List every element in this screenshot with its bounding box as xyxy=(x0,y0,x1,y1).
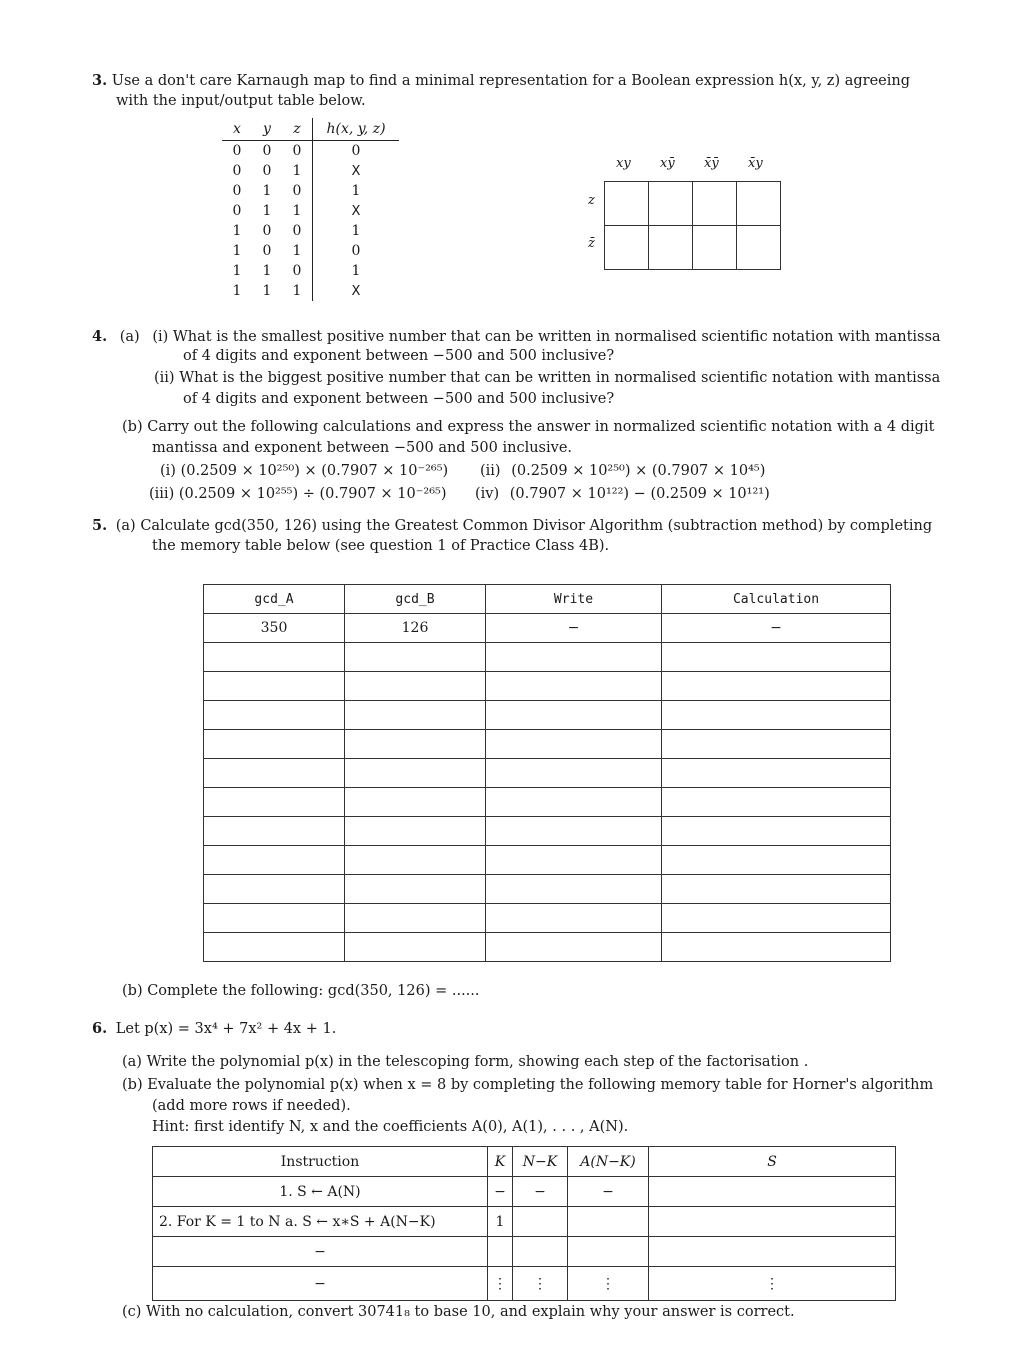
table-row xyxy=(222,261,399,281)
table-row xyxy=(204,933,891,962)
q4-aii-line2: of 4 digits and exponent between −500 and 500 inclusive? xyxy=(183,391,615,407)
gcd-cell[interactable] xyxy=(662,672,891,701)
q6-b-line2: (add more rows if needed). xyxy=(152,1098,351,1114)
horner-cell[interactable] xyxy=(513,1207,568,1237)
kmap-cell[interactable] xyxy=(693,226,737,270)
table-row xyxy=(204,672,891,701)
gcd-cell: 126 xyxy=(345,614,486,643)
gcd-cell[interactable] xyxy=(486,643,662,672)
q5-b-line: (b) Complete the following: gcd(350, 126) = ...... xyxy=(122,983,480,999)
kmap-cell[interactable] xyxy=(737,226,781,270)
gcd-cell[interactable] xyxy=(204,788,345,817)
truth-table-cell: 0 xyxy=(262,163,272,179)
horner-header-nk: N−K xyxy=(513,1147,568,1177)
horner-cell[interactable] xyxy=(513,1237,568,1267)
gcd-cell[interactable] xyxy=(345,701,486,730)
calc-ii-expr: (0.2509 × 10²⁵⁰) × (0.7907 × 10⁴⁵) xyxy=(511,463,766,479)
table-row xyxy=(222,201,399,221)
horner-header-instruction: Instruction xyxy=(153,1147,488,1177)
table-row xyxy=(204,614,891,643)
kmap-row-zbar: z̄ xyxy=(588,236,595,251)
horner-cell: − xyxy=(153,1237,488,1267)
kmap-cell[interactable] xyxy=(649,226,693,270)
horner-cell: − xyxy=(513,1177,568,1207)
tt-header-h: h(x, y, z) xyxy=(313,118,400,141)
gcd-cell[interactable] xyxy=(662,817,891,846)
tt-header-z: z xyxy=(282,118,313,141)
table-row xyxy=(222,221,399,241)
gcd-cell[interactable] xyxy=(204,643,345,672)
gcd-cell[interactable] xyxy=(345,904,486,933)
q3-text-line1: Use a don't care Karnaugh map to find a minimal representation for a Boolean expression h(x, y, z) agreeing xyxy=(111,73,910,89)
horner-cell: ⋮ xyxy=(568,1267,649,1301)
truth-table-cell: 1 xyxy=(262,183,272,199)
table-row xyxy=(153,1237,896,1267)
gcd-cell[interactable] xyxy=(662,701,891,730)
truth-table-cell: X xyxy=(313,161,400,181)
horner-cell: 1 xyxy=(488,1207,513,1237)
horner-cell[interactable] xyxy=(649,1207,896,1237)
kmap-cell[interactable] xyxy=(605,226,649,270)
kmap-col-xbary: x̄y xyxy=(748,156,763,171)
gcd-cell[interactable] xyxy=(662,643,891,672)
table-row xyxy=(204,846,891,875)
q6-b-hint: Hint: first identify N, x and the coefficients A(0), A(1), . . . , A(N). xyxy=(152,1119,629,1135)
truth-table-cell: 1 xyxy=(313,221,400,241)
horner-cell: 2. For K = 1 to N a. S ← x∗S + A(N−K) xyxy=(153,1207,488,1237)
truth-table-cell: 0 xyxy=(232,183,242,199)
kmap-cell[interactable] xyxy=(693,182,737,226)
truth-table-cell: 0 xyxy=(262,143,272,159)
q4-ai-label: (i) xyxy=(152,329,169,345)
q4-aii-line1-wrap xyxy=(154,370,940,386)
q3-line1 xyxy=(92,72,910,89)
horner-cell[interactable] xyxy=(649,1237,896,1267)
gcd-cell[interactable] xyxy=(204,846,345,875)
truth-table-cell: 0 xyxy=(232,163,242,179)
gcd-cell[interactable] xyxy=(345,933,486,962)
q4-aii-line1: What is the biggest positive number that can be written in normalised scientific notation with mantissa xyxy=(179,370,941,386)
gcd-cell[interactable] xyxy=(345,759,486,788)
q4-aii-label: (ii) xyxy=(154,370,175,386)
q6-a-line: (a) Write the polynomial p(x) in the telescoping form, showing each step of the factorisation . xyxy=(122,1054,809,1070)
horner-cell: − xyxy=(153,1267,488,1301)
q4-b-line1-wrap xyxy=(122,419,934,435)
horner-cell: 1. S ← A(N) xyxy=(153,1177,488,1207)
gcd-cell[interactable] xyxy=(486,875,662,904)
horner-header-s: S xyxy=(649,1147,896,1177)
q5-line1 xyxy=(92,517,932,534)
gcd-cell[interactable] xyxy=(486,759,662,788)
q4-calc-iv xyxy=(475,486,770,502)
truth-table-cell: 0 xyxy=(313,241,400,261)
gcd-cell: 350 xyxy=(204,614,345,643)
q4-line1 xyxy=(92,328,941,345)
gcd-cell[interactable] xyxy=(204,875,345,904)
truth-table-cell: 0 xyxy=(313,141,400,162)
table-row xyxy=(222,141,399,162)
gcd-cell[interactable] xyxy=(662,846,891,875)
q4-a-label: (a) xyxy=(119,329,140,345)
q4-b-line2: mantissa and exponent between −500 and 500 inclusive. xyxy=(152,440,573,456)
truth-table-cell: 1 xyxy=(313,261,400,281)
gcd-cell[interactable] xyxy=(345,672,486,701)
gcd-cell[interactable] xyxy=(486,701,662,730)
kmap-col-xybar: xȳ xyxy=(660,156,675,171)
table-row xyxy=(204,701,891,730)
truth-table-cell: 1 xyxy=(232,243,242,259)
q4-b-label: (b) xyxy=(122,419,143,435)
table-row xyxy=(204,817,891,846)
calc-iv-label: (iv) xyxy=(475,486,500,502)
gcd-cell[interactable] xyxy=(486,730,662,759)
q4-ai-line1: What is the smallest positive number that can be written in normalised scientific notation with mantissa xyxy=(172,329,941,345)
q4-calc-iii xyxy=(149,486,446,502)
gcd-cell[interactable] xyxy=(486,817,662,846)
gcd-cell[interactable] xyxy=(486,933,662,962)
gcd-cell[interactable] xyxy=(345,730,486,759)
gcd-memory-table xyxy=(203,584,891,962)
calc-iv-expr: (0.7907 × 10¹²²) − (0.2509 × 10¹²¹) xyxy=(509,486,770,502)
truth-table-cell: 0 xyxy=(232,203,242,219)
horner-cell: − xyxy=(488,1177,513,1207)
truth-table-cell: 0 xyxy=(262,223,272,239)
gcd-cell[interactable] xyxy=(662,933,891,962)
gcd-cell[interactable] xyxy=(345,817,486,846)
gcd-cell[interactable] xyxy=(204,701,345,730)
truth-table-cell: X xyxy=(313,201,400,221)
kmap-row-z: z xyxy=(588,193,595,208)
tt-header-x: x xyxy=(222,118,252,141)
kmap-cell[interactable] xyxy=(605,182,649,226)
gcd-cell[interactable] xyxy=(204,730,345,759)
table-row xyxy=(204,730,891,759)
truth-table-cell: 1 xyxy=(292,163,302,179)
table-row xyxy=(222,281,399,301)
truth-table-cell: 1 xyxy=(313,181,400,201)
horner-header-k: K xyxy=(488,1147,513,1177)
truth-table-cell: 1 xyxy=(232,263,242,279)
table-row xyxy=(153,1207,896,1237)
gcd-cell: − xyxy=(486,614,662,643)
q5-a-line1: (a) Calculate gcd(350, 126) using the Greatest Common Divisor Algorithm (subtraction method) by completing xyxy=(115,518,933,534)
q4-calc-i xyxy=(160,463,448,479)
truth-table-cell: 0 xyxy=(232,143,242,159)
gcd-cell[interactable] xyxy=(662,759,891,788)
tt-header-y: y xyxy=(252,118,282,141)
table-row xyxy=(204,875,891,904)
gcd-cell[interactable] xyxy=(486,672,662,701)
horner-cell[interactable] xyxy=(568,1237,649,1267)
gcd-cell[interactable] xyxy=(204,817,345,846)
gcd-cell[interactable] xyxy=(662,904,891,933)
horner-cell[interactable] xyxy=(568,1207,649,1237)
kmap-cell[interactable] xyxy=(737,182,781,226)
calc-iii-expr: (0.2509 × 10²⁵⁵) ÷ (0.7907 × 10⁻²⁶⁵) xyxy=(178,486,447,502)
calc-i-expr: (0.2509 × 10²⁵⁰) × (0.7907 × 10⁻²⁶⁵) xyxy=(180,463,449,479)
q4-b-line1: Carry out the following calculations and express the answer in normalized scientific notation with a 4 digit xyxy=(147,419,935,435)
calc-i-label: (i) xyxy=(160,463,176,479)
kmap-cell[interactable] xyxy=(649,182,693,226)
table-row xyxy=(204,643,891,672)
table-row xyxy=(222,161,399,181)
truth-table-cell: 1 xyxy=(262,283,272,299)
gcd-header-b: gcd_B xyxy=(345,585,486,614)
horner-memory-table xyxy=(152,1146,896,1301)
q6-intro: Let p(x) = 3x⁴ + 7x² + 4x + 1. xyxy=(115,1021,337,1037)
table-row xyxy=(153,1267,896,1301)
truth-table-cell: 1 xyxy=(292,203,302,219)
gcd-cell[interactable] xyxy=(204,672,345,701)
truth-table-cell: 1 xyxy=(292,283,302,299)
table-row xyxy=(204,788,891,817)
gcd-cell[interactable] xyxy=(486,846,662,875)
gcd-cell[interactable] xyxy=(662,875,891,904)
q6-number: 6. xyxy=(92,1020,108,1037)
q5-number: 5. xyxy=(92,517,108,534)
q3-text-line2: with the input/output table below. xyxy=(116,93,366,109)
gcd-cell[interactable] xyxy=(345,788,486,817)
q6-c-line: (c) With no calculation, convert 30741₈ to base 10, and explain why your answer is correct. xyxy=(122,1304,795,1320)
truth-table-cell: 0 xyxy=(292,263,302,279)
gcd-header-a: gcd_A xyxy=(204,585,345,614)
gcd-header-calculation: Calculation xyxy=(662,585,891,614)
calc-iii-label: (iii) xyxy=(149,486,175,502)
q4-number: 4. xyxy=(92,328,108,345)
truth-table-cell: 0 xyxy=(292,143,302,159)
truth-table-cell: 0 xyxy=(292,183,302,199)
karnaugh-map xyxy=(604,181,781,270)
kmap-col-xbarybar: x̄ȳ xyxy=(704,156,719,171)
q6-line1 xyxy=(92,1020,336,1037)
truth-table-cell: 1 xyxy=(262,203,272,219)
table-row xyxy=(222,181,399,201)
gcd-cell[interactable] xyxy=(662,730,891,759)
truth-table xyxy=(222,118,399,301)
horner-cell: ⋮ xyxy=(488,1267,513,1301)
gcd-cell[interactable] xyxy=(662,788,891,817)
truth-table-cell: 1 xyxy=(292,243,302,259)
table-row xyxy=(153,1177,896,1207)
q4-ai-line2: of 4 digits and exponent between −500 and 500 inclusive? xyxy=(183,348,615,364)
table-row xyxy=(204,904,891,933)
table-row xyxy=(222,241,399,261)
horner-cell[interactable] xyxy=(488,1237,513,1267)
truth-table-cell: X xyxy=(313,281,400,301)
q3-number: 3. xyxy=(92,72,108,89)
truth-table-cell: 1 xyxy=(232,283,242,299)
q6-b-line1: (b) Evaluate the polynomial p(x) when x = 8 by completing the following memory table for Horner's algorithm xyxy=(122,1077,934,1093)
gcd-cell[interactable] xyxy=(204,904,345,933)
gcd-cell[interactable] xyxy=(204,933,345,962)
gcd-cell[interactable] xyxy=(486,904,662,933)
kmap-col-xy: xy xyxy=(616,156,631,171)
gcd-cell[interactable] xyxy=(345,875,486,904)
horner-header-ank: A(N−K) xyxy=(568,1147,649,1177)
gcd-cell[interactable] xyxy=(204,759,345,788)
gcd-cell[interactable] xyxy=(345,643,486,672)
horner-cell: ⋮ xyxy=(649,1267,896,1301)
truth-table-cell: 0 xyxy=(292,223,302,239)
gcd-header-write: Write xyxy=(486,585,662,614)
horner-cell: − xyxy=(568,1177,649,1207)
horner-cell: ⋮ xyxy=(513,1267,568,1301)
q4-calc-ii xyxy=(480,463,765,479)
horner-cell[interactable] xyxy=(649,1177,896,1207)
calc-ii-label: (ii) xyxy=(480,463,501,479)
truth-table-cell: 1 xyxy=(232,223,242,239)
table-row xyxy=(204,759,891,788)
truth-table-cell: 1 xyxy=(262,263,272,279)
truth-table-cell: 0 xyxy=(262,243,272,259)
q5-a-line2: the memory table below (see question 1 of Practice Class 4B). xyxy=(152,538,610,554)
gcd-cell[interactable] xyxy=(486,788,662,817)
gcd-cell: − xyxy=(662,614,891,643)
gcd-cell[interactable] xyxy=(345,846,486,875)
